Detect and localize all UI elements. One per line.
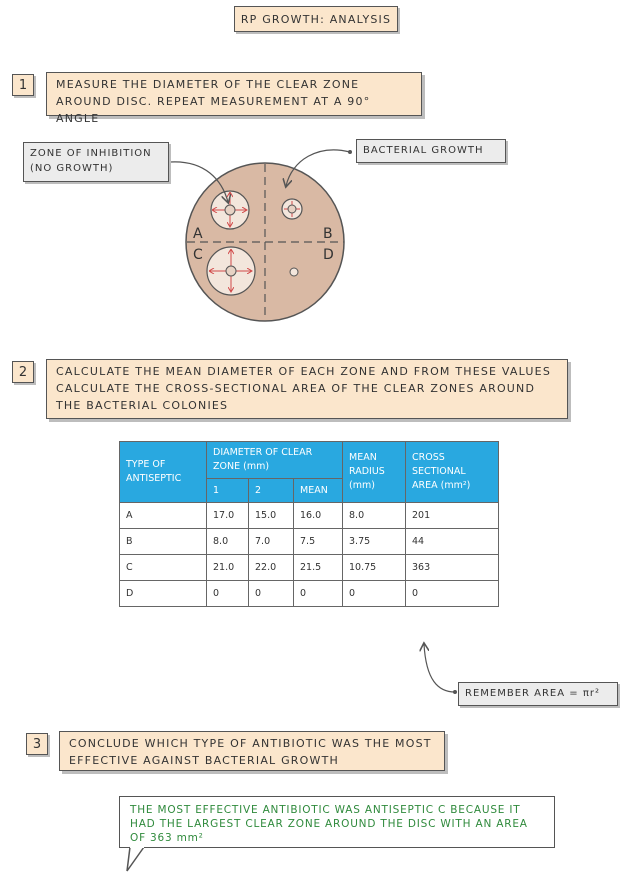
- cell-d1: 21.0: [207, 555, 249, 581]
- cell-d1: 17.0: [207, 503, 249, 529]
- cell-type: C: [120, 555, 207, 581]
- quadrant-label-b: B: [323, 226, 333, 242]
- cell-type: D: [120, 581, 207, 607]
- cell-area: 363: [406, 555, 499, 581]
- cell-type: A: [120, 503, 207, 529]
- cell-type: B: [120, 529, 207, 555]
- cell-d2: 7.0: [249, 529, 294, 555]
- zone-label-line1: ZONE OF INHIBITION: [30, 148, 152, 159]
- header-radius: MEAN RADIUS (mm): [343, 442, 406, 503]
- header-col-1: 1: [207, 479, 249, 503]
- cell-mean: 21.5: [294, 555, 343, 581]
- step-2-number: 2: [12, 361, 34, 383]
- disc-a: [225, 205, 235, 215]
- cell-mean: 0: [294, 581, 343, 607]
- step-3-box: CONCLUDE WHICH TYPE OF ANTIBIOTIC WAS THE MOST EFFECTIVE AGAINST BACTERIAL GROWTH: [59, 731, 445, 771]
- cell-mean: 7.5: [294, 529, 343, 555]
- cell-d1: 8.0: [207, 529, 249, 555]
- header-mean: MEAN: [294, 479, 343, 503]
- conclusion-bubble-tail: [118, 846, 148, 874]
- disc-b: [288, 205, 296, 213]
- cell-area: 201: [406, 503, 499, 529]
- header-col-2: 2: [249, 479, 294, 503]
- step-1-box: MEASURE THE DIAMETER OF THE CLEAR ZONE AROUND DISC. REPEAT MEASUREMENT AT A 90° ANGLE: [46, 72, 422, 116]
- conclusion-bubble: THE MOST EFFECTIVE ANTIBIOTIC WAS ANTISEPTIC C BECAUSE IT HAD THE LARGEST CLEAR ZONE AROUND THE DISC WITH AN AREA OF 363 mm²: [119, 796, 555, 848]
- reminder-label: REMEMBER AREA = πr²: [458, 682, 618, 706]
- cell-radius: 8.0: [343, 503, 406, 529]
- disc-d: [290, 268, 298, 276]
- table-row: [120, 503, 499, 529]
- disc-c: [226, 266, 236, 276]
- results-table: [119, 441, 499, 607]
- step-1-number: 1: [12, 74, 34, 96]
- step-2-box: CALCULATE THE MEAN DIAMETER OF EACH ZONE AND FROM THESE VALUES CALCULATE THE CROSS-SECTIONAL AREA OF THE CLEAR ZONES AROUND THE BACTERIAL COLONIES: [46, 359, 568, 419]
- bacterial-growth-label: BACTERIAL GROWTH: [356, 139, 506, 163]
- table-row: [120, 555, 499, 581]
- header-diameter: DIAMETER OF CLEAR ZONE (mm): [207, 442, 343, 479]
- step-3-number: 3: [26, 733, 48, 755]
- zone-label-line2: (NO GROWTH): [30, 163, 114, 174]
- cell-radius: 0: [343, 581, 406, 607]
- cell-d2: 0: [249, 581, 294, 607]
- header-type: TYPE OF ANTISEPTIC: [120, 442, 207, 503]
- cell-radius: 10.75: [343, 555, 406, 581]
- cell-area: 44: [406, 529, 499, 555]
- cell-d2: 15.0: [249, 503, 294, 529]
- cell-radius: 3.75: [343, 529, 406, 555]
- quadrant-label-d: D: [323, 247, 334, 263]
- zone-of-inhibition-label: [23, 142, 169, 182]
- cell-d2: 22.0: [249, 555, 294, 581]
- cell-area: 0: [406, 581, 499, 607]
- header-area: CROSS SECTIONAL AREA (mm²): [406, 442, 499, 503]
- cell-d1: 0: [207, 581, 249, 607]
- cell-mean: 16.0: [294, 503, 343, 529]
- page-title: RP GROWTH: ANALYSIS: [234, 6, 398, 32]
- quadrant-label-a: A: [193, 226, 203, 242]
- quadrant-label-c: C: [193, 247, 203, 263]
- table-row: [120, 581, 499, 607]
- table-row: [120, 529, 499, 555]
